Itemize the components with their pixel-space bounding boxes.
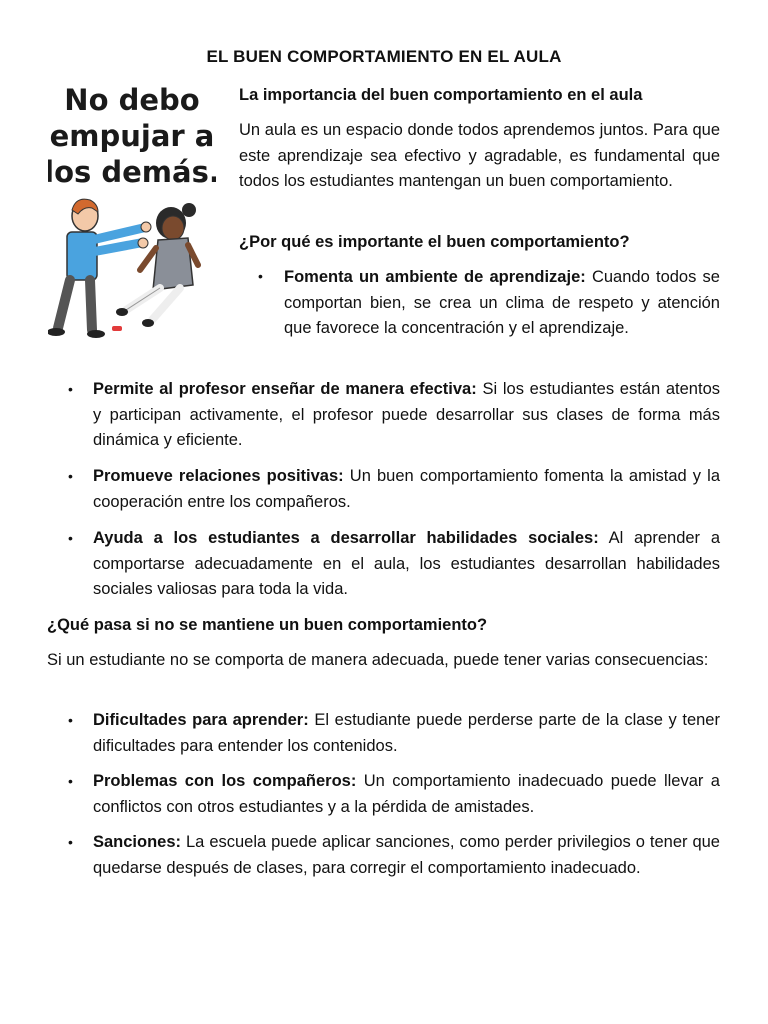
caption-line-3: los demás. xyxy=(48,155,216,189)
bullet-marker: • xyxy=(68,530,73,546)
list-item-term: Problemas con los compañeros: xyxy=(93,772,357,790)
document-title: EL BUEN COMPORTAMIENTO EN EL AULA xyxy=(206,47,562,66)
illustration xyxy=(48,80,216,342)
bullet-marker: • xyxy=(68,773,73,789)
boy-figure xyxy=(48,199,151,338)
consequences-paragraph: Si un estudiante no se comporta de manera adecuada, puede tener varias consecuencias: xyxy=(47,651,709,669)
girl-figure xyxy=(116,203,198,327)
list-item xyxy=(93,830,720,881)
bullet-marker: • xyxy=(68,468,73,484)
list-item-term: Sanciones: xyxy=(93,833,182,851)
caption-line-2: empujar a xyxy=(49,119,215,153)
list-item-term: Promueve relaciones positivas: xyxy=(93,467,344,485)
list-item-term: Fomenta un ambiente de aprendizaje: xyxy=(284,268,586,286)
list-item-term: Ayuda a los estudiantes a desarrollar habilidades sociales: xyxy=(93,529,599,547)
list-item-term: Dificultades para aprender: xyxy=(93,711,309,729)
section-heading-consequences: ¿Qué pasa si no se mantiene un buen comportamiento? xyxy=(47,616,488,634)
list-item xyxy=(93,526,720,603)
list-item-text: El estudiante puede perderse parte de la clase y tener dificultades para entender los contenidos. xyxy=(93,711,720,755)
bullet-marker: • xyxy=(68,712,73,728)
list-item-text: Un comportamiento inadecuado puede llevar a conflictos con otros estudiantes y a la pérdida de amistades. xyxy=(93,772,720,816)
list-item-text: Un buen comportamiento fomenta la amistad y la cooperación entre los compañeros. xyxy=(93,467,721,511)
section-heading-why: ¿Por qué es importante el buen comportamiento? xyxy=(239,233,630,251)
list-item xyxy=(93,464,720,515)
list-item-text: Al aprender a comportarse adecuadamente en el aula, los estudiantes desarrollan habilidades sociales valiosas para toda la vida. xyxy=(93,529,720,598)
bullet-marker: • xyxy=(258,268,263,284)
list-item xyxy=(284,265,720,342)
list-item-text: Cuando todos se comportan bien, se crea un clima de respeto y atención que favorece la concentración y el aprendizaje. xyxy=(284,268,720,337)
list-item xyxy=(93,377,720,454)
logo-mark xyxy=(112,326,122,331)
children-pushing-illustration-icon xyxy=(48,80,216,342)
list-item-term: Permite al profesor enseñar de manera efectiva: xyxy=(93,380,477,398)
bullet-marker: • xyxy=(68,381,73,397)
bullet-marker: • xyxy=(68,834,73,850)
caption-line-1: No debo xyxy=(64,83,200,117)
intro-paragraph: Un aula es un espacio donde todos aprendemos juntos. Para que este aprendizaje sea efectivo y agradable, es fundamental que todos los estudiantes mantengan un buen comportamiento. xyxy=(239,121,720,190)
list-item xyxy=(93,769,720,820)
list-item-text: La escuela puede aplicar sanciones, como perder privilegios o tener que quedarse después de clases, para corregir el comportamiento inadecuado. xyxy=(93,833,720,877)
list-item xyxy=(93,708,720,759)
section-heading-importance: La importancia del buen comportamiento en el aula xyxy=(239,86,643,104)
list-item-text: Si los estudiantes están atentos y participan activamente, el profesor puede desarrollar sus clases de forma más dinámica y eficiente. xyxy=(93,380,720,449)
